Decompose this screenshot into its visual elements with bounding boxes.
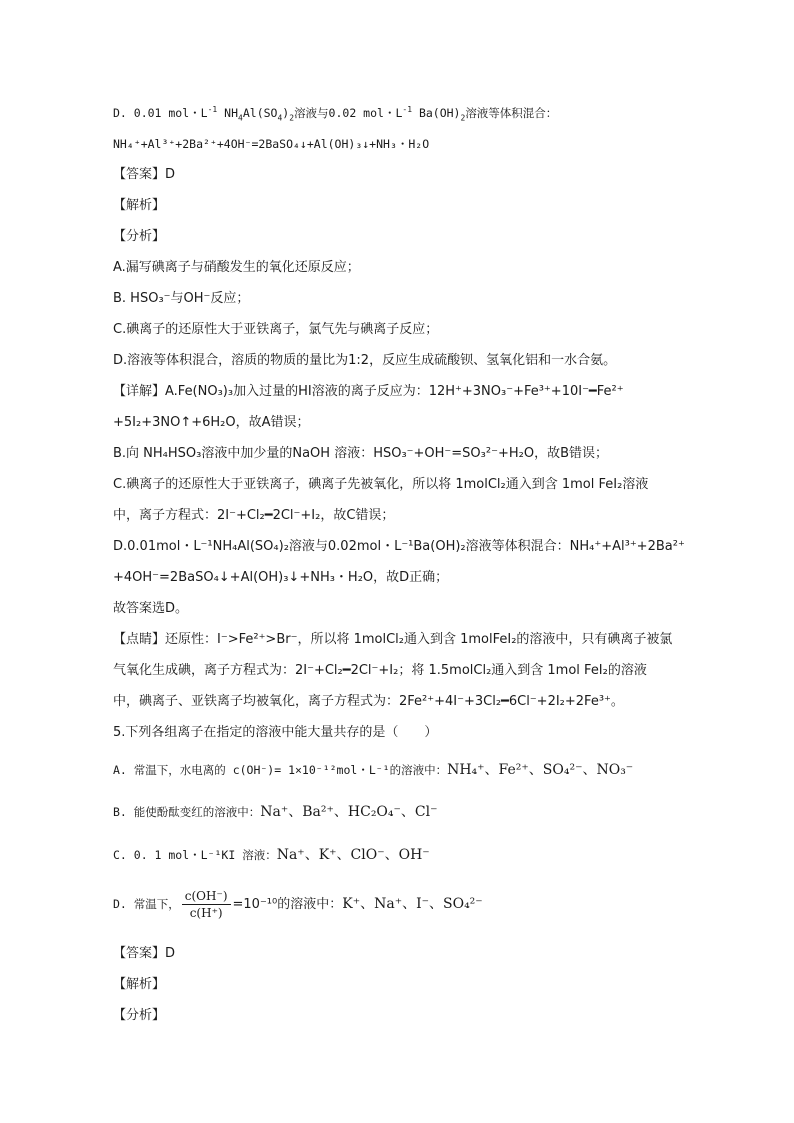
option-d-statement: D. 0.01 mol・$L^{-1}$ $NH_4Al(SO_4)_2$溶液与0.02 mol・$L^{-1}$ $Ba(OH)_2$溶液等体积混合： — [113, 105, 558, 123]
detail-c-line2: 中，离子方程式：2I⁻+Cl₂━2Cl⁻+I₂，故C错误； — [113, 508, 395, 523]
question-5-option-d: D. 常温下， $\frac{c(OH^-)}{c(H^+)}$ =10⁻¹⁰的溶液中：K⁺、Na⁺、I⁻、SO₄²⁻ — [113, 889, 483, 920]
key-point-line2: 气氧化生成碘，离子方程式为：2I⁻+Cl₂━2Cl⁻+I₂；将 1.5molCl₂通入到含 1mol FeI₂的溶液 — [113, 663, 647, 678]
question-5-option-a: A. 常温下，水电离的 c(OH⁻)= 1×10⁻¹²mol・L⁻¹的溶液中：NH₄⁺、Fe²⁺、SO₄²⁻、NO₃⁻ — [113, 762, 634, 778]
detail-d-line1: D.0.01mol・L⁻¹NH₄Al(SO₄)₂溶液与0.02mol・L⁻¹Ba(OH)₂溶液等体积混合：NH₄⁺+Al³⁺+2Ba²⁺ — [113, 539, 685, 554]
key-point-line1: 【点睛】还原性：I⁻>Fe²⁺>Br⁻，所以将 1molCl₂通入到含 1molFeI₂的溶液中，只有碘离子被氯 — [113, 632, 673, 647]
question-5-analysis-heading: 【解析】 — [113, 977, 166, 992]
detail-b: B.向 NH₄HSO₃溶液中加少量的NaOH 溶液：HSO₃⁻+OH⁻=SO₃²⁻+H₂O，故B错误； — [113, 446, 608, 461]
detail-a-line2: +5I₂+3NO↑+6H₂O，故A错误； — [113, 415, 310, 430]
analysis-d: D.溶液等体积混合，溶质的物质的量比为1:2，反应生成硫酸钡、氢氧化铝和一水合氨。 — [113, 353, 617, 368]
detail-c-line1: C.碘离子的还原性大于亚铁离子，碘离子先被氧化，所以将 1molCl₂通入到含 1mol FeI₂溶液 — [113, 477, 649, 492]
analysis-c: C.碘离子的还原性大于亚铁离子，氯气先与碘离子反应； — [113, 322, 439, 337]
question-5-analysis-subheading: 【分析】 — [113, 1008, 166, 1023]
answer-label: 【答案】D — [113, 167, 176, 182]
analysis-b: B. HSO₃⁻与OH⁻反应； — [113, 291, 250, 306]
detail-a-line1: 【详解】A.Fe(NO₃)₃加入过量的HI溶液的离子反应为：12H⁺+3NO₃⁻+Fe³⁺+10I⁻━Fe²⁺ — [113, 384, 624, 399]
question-5-option-b: B. 能使酚酞变红的溶液中：Na⁺、Ba²⁺、HC₂O₄⁻、Cl⁻ — [113, 804, 438, 820]
analysis-heading: 【解析】 — [113, 198, 166, 213]
conclusion: 故答案选D。 — [113, 601, 189, 616]
question-5-answer: 【答案】D — [113, 946, 176, 961]
key-point-line3: 中，碘离子、亚铁离子均被氧化，离子方程式为：2Fe²⁺+4I⁻+3Cl₂━6Cl⁻+2I₂+2Fe³⁺。 — [113, 694, 624, 709]
option-d-equation: NH₄⁺+Al³⁺+2Ba²⁺+4OH⁻=2BaSO₄↓+Al(OH)₃↓+NH₃・H₂O — [113, 137, 430, 151]
analysis-a: A.漏写碘离子与硝酸发生的氧化还原反应； — [113, 260, 360, 275]
analysis-subheading: 【分析】 — [113, 229, 166, 244]
detail-d-line2: +4OH⁻=2BaSO₄↓+Al(OH)₃↓+NH₃・H₂O，故D正确； — [113, 570, 449, 585]
question-5-option-c: C. 0. 1 mol・L⁻¹KI 溶液：Na⁺、K⁺、ClO⁻、OH⁻ — [113, 847, 430, 863]
question-5-stem: 5.下列各组离子在指定的溶液中能大量共存的是（ ） — [113, 725, 438, 740]
ratio-fraction: $\frac{c(OH^-)}{c(H^+)}$ — [182, 888, 231, 921]
